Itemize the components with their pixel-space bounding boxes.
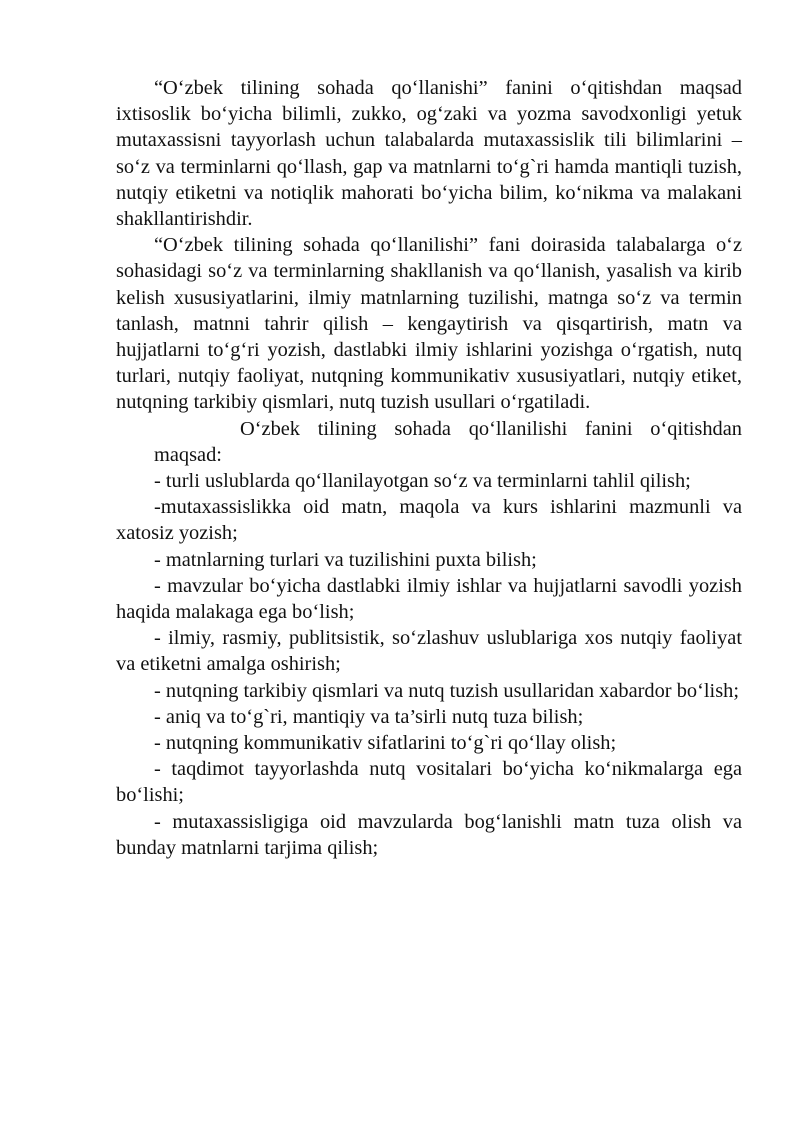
paragraph-goals-heading: O‘zbek tilining sohada qo‘llanilishi fanini o‘qitishdan maqsad: xyxy=(154,417,742,466)
list-item: - mutaxassisligiga oid mavzularda bog‘lanishli matn tuza olish va bunday matnlarni tarjima qilish; xyxy=(116,810,742,859)
list-item: - nutqning kommunikativ sifatlarini to‘g`ri qo‘llay olish; xyxy=(154,732,617,755)
list-item: - taqdimot tayyorlashda nutq vositalari bo‘yicha ko‘nikmalarga ega bo‘lishi; xyxy=(116,758,742,807)
list-item: -mutaxassislikka oid matn, maqola va kurs ishlarini mazmunli va xatosiz yozish; xyxy=(116,496,742,545)
goals-list xyxy=(116,468,742,861)
paragraph-course-scope: “O‘zbek tilining sohada qo‘llanilishi” fani doirasida talabalarga o‘z sohasidagi so‘z va terminlarning shakllanish va qo‘llanish, yasalish va kirib kelish xususiyatlarini, ilmiy matnlarning tuzilishi, matnga so‘z va termin tanlash, matnni tahrir qilish – kengaytirish va qisqartirish, matn va hujjatlarni to‘g‘ri yozish, dastlabki ilmiy ishlarini yozishga o‘rgatish, nutq turlari, nutqiy faoliyat, nutqning kommunikativ xususiyatlari, nutqiy etiket, nutqning tarkibiy qismlari, nutq tuzish usullari o‘rgatiladi. xyxy=(116,234,742,414)
list-item: - mavzular bo‘yicha dastlabki ilmiy ishlar va hujjatlarni savodli yozish haqida malakaga ega bo‘lish; xyxy=(116,574,742,624)
list-item: - nutqning tarkibiy qismlari va nutq tuzish usullaridan xabardor bo‘lish; xyxy=(154,679,739,702)
paragraph-course-aim: “O‘zbek tilining sohada qo‘llanishi” fanini o‘qitishdan maqsad ixtisoslik bo‘yicha bilimli, zukko, og‘zaki va yozma savodxonligi yetuk mutaxassisni tayyorlash uchun talabalarda mutaxassislik tili bilimlarini – so‘z va terminlarni qo‘llash, gap va matnlarni to‘g`ri hamda mantiqli tuzish, nutqiy etiketni va notiqlik mahorati bo‘yicha bilim, ko‘nikma va malakani shakllantirishdir. xyxy=(116,77,742,231)
list-item: - turli uslublarda qo‘llanilayotgan so‘z va terminlarni tahlil qilish; xyxy=(154,470,691,493)
list-item: - ilmiy, rasmiy, publitsistik, so‘zlashuv uslublariga xos nutqiy faoliyat va etiketni amalga oshirish; xyxy=(116,627,742,676)
document-page xyxy=(116,75,742,861)
list-item: - matnlarning turlari va tuzilishini puxta bilish; xyxy=(154,548,537,571)
list-item: - aniq va to‘g`ri, mantiqiy va ta’sirli nutq tuza bilish; xyxy=(154,705,584,728)
